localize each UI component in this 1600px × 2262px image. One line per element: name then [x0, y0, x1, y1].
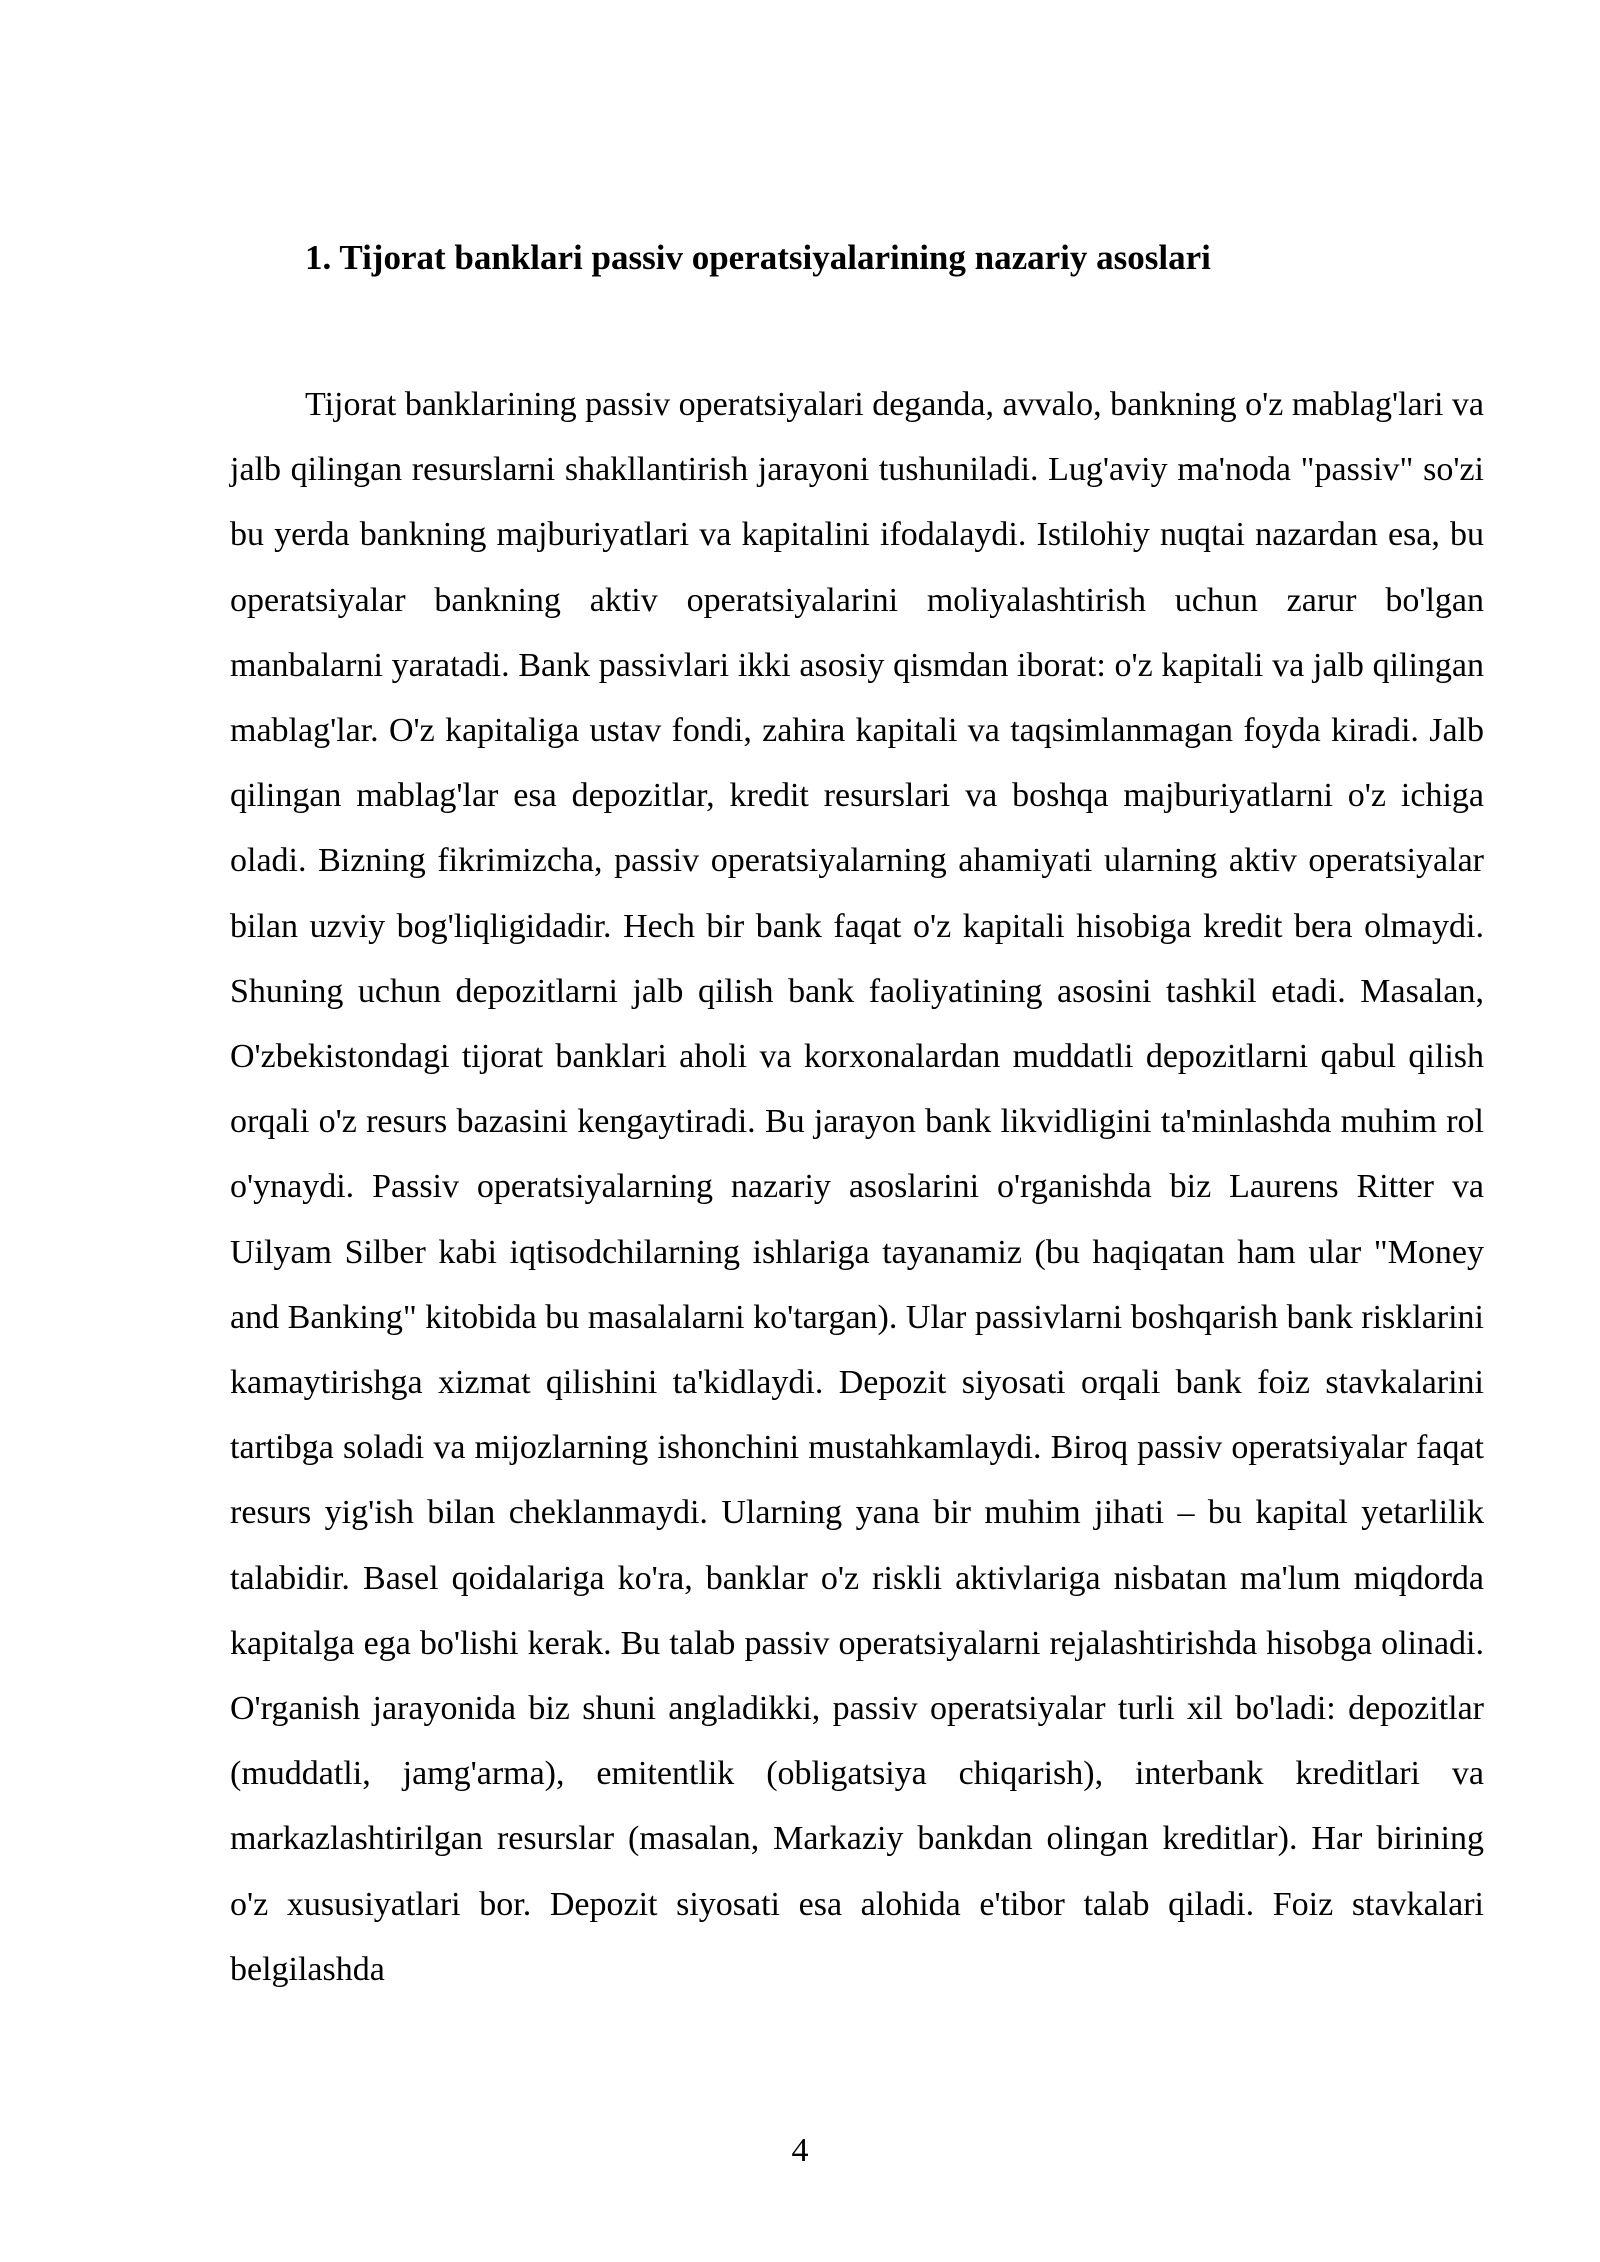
page-number: 4 — [791, 2132, 809, 2169]
body-paragraph: Tijorat banklarining passiv operatsiyalari deganda, avvalo, bankning o'z mablag'lari va jalb qilingan resurslarni shakllantirish jarayoni tushuniladi. Lug'aviy ma'noda "passiv" so'zi bu yerda bankning majburiyatlari va kapitalini ifodalaydi. Istilohiy nuqtai nazardan esa, bu operatsiyalar bankning aktiv operatsiyalarini moliyalashtirish uchun zarur bo'lgan manbalarni yaratadi. Bank passivlari ikki asosiy qismdan iborat: o'z kapitali va jalb qilingan mablag'lar. O'z kapitaliga ustav fondi, zahira kapitali va taqsimlanmagan foyda kiradi. Jalb qilingan mablag'lar esa depozitlar, kredit resurslari va boshqa majburiyatlarni o'z ichiga oladi. Bizning fikrimizcha, passiv operatsiyalarning ahamiyati ularning aktiv operatsiyalar bilan uzviy bog'liqligidadir. Hech bir bank faqat o'z kapitali hisobiga kredit bera olmaydi. Shuning uchun depozitlarni jalb qilish bank faoliyatining asosini tashkil etadi. Masalan, O'zbekistondagi tijorat banklari aholi va korxonalardan muddatli depozitlarni qabul qilish orqali o'z resurs bazasini kengaytiradi. Bu jarayon bank likvidligini ta'minlashda muhim rol o'ynaydi. Passiv operatsiyalarning nazariy asoslarini o'rganishda biz Laurens Ritter va Uilyam Silber kabi iqtisodchilarning ishlariga tayanamiz (bu haqiqatan ham ular "Money and Banking" kitobida bu masalalarni ko'targan). Ular passivlarni boshqarish bank risklarini kamaytirishga xizmat qilishini ta'kidlaydi. Depozit siyosati orqali bank foiz stavkalarini tartibga soladi va mijozlarning ishonchini mustahkamlaydi. Biroq passiv operatsiyalar faqat resurs yig'ish bilan cheklanmaydi. Ularning yana bir muhim jihati – bu kapital yetarlilik talabidir. Basel qoidalariga ko'ra, banklar o'z riskli aktivlariga nisbatan ma'lum miqdorda kapitalga ega bo'lishi kerak. Bu talab passiv operatsiyalarni rejalashtirishda hisobga olinadi. O'rganish jarayonida biz shuni angladikki, passiv operatsiyalar turli xil bo'ladi: depozitlar (muddatli, jamg'arma), emitentlik (obligatsiya chiqarish), interbank kreditlari va markazlashtirilgan resurslar (masalan, Markaziy bankdan olingan kreditlar). Har birining o'z xususiyatlari bor. Depozit siyosati esa alohida e'tibor talab qiladi. Foiz stavkalari belgilashda — [230, 386, 1484, 1988]
section-heading: 1. Tijorat banklari passiv operatsiyalarining nazariy asoslari — [305, 238, 1211, 277]
